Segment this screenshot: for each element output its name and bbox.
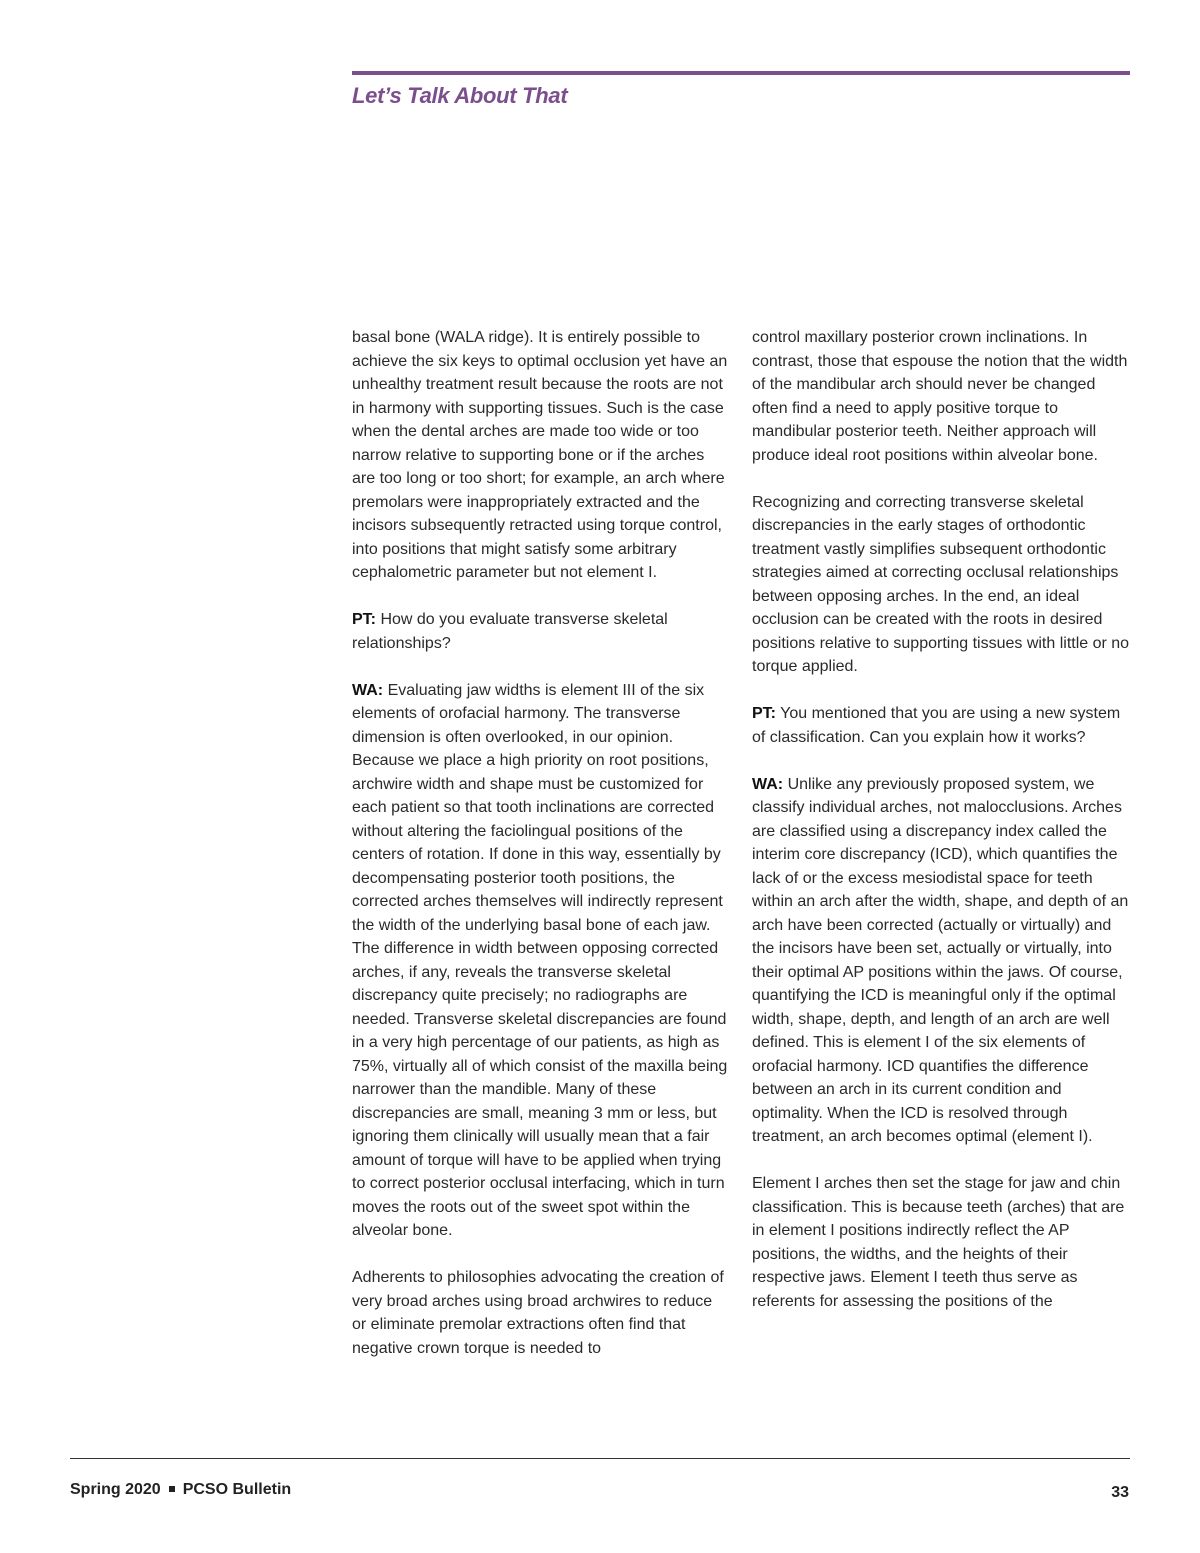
footer-publication: PCSO Bulletin — [182, 1481, 292, 1498]
speaker-label: WA: — [752, 775, 784, 793]
footer-season: Spring 2020 — [70, 1481, 161, 1498]
speaker-label: PT: — [752, 705, 776, 722]
paragraph-text: Adherents to philosophies advocating the creation of very broad arches using broad archwires to reduce or eliminate premolar extractions often find that negative crown torque is needed to — [352, 1269, 724, 1357]
article-column-left — [352, 326, 730, 1360]
paragraph-text: Recognizing and correcting transverse skeletal discrepancies in the early stages of orthodontic treatment vastly simplifies subsequent orthodontic strategies aimed at correcting occlusal relationships between opposing arches. In the end, an ideal occlusion can be created with the roots in desired positions relative to supporting tissues with little or no torque applied. — [752, 493, 1130, 675]
paragraph-text: You mentioned that you are using a new system of classification. Can you explain how it works? — [752, 705, 1121, 746]
paragraph — [352, 679, 730, 1243]
paragraph — [752, 491, 1130, 679]
paragraph — [352, 326, 730, 585]
paragraph-text: Unlike any previously proposed system, we classify individual arches, not malocclusions. Arches are classified using a discrepancy index called the interim core discrepancy (ICD), which quantifies the lack of or the excess mesiodistal space for teeth within an arch after the width, shape, and depth of an arch have been corrected (actually or virtually) and the incisors have been set, actually or virtually, into their optimal AP positions within the jaws. Of course, quantifying the ICD is meaningful only if the optimal width, shape, depth, and length of an arch are well defined. This is element I of the six elements of orofacial harmony. ICD quantifies the difference between an arch in its current condition and optimality. When the ICD is resolved through treatment, an arch becomes optimal (element I). — [752, 775, 1129, 1145]
paragraph-text: Element I arches then set the stage for jaw and chin classification. This is because teeth (arches) that are in element I positions indirectly reflect the AP positions, the widths, and the heights of their respective jaws. Element I teeth thus serve as referents for assessing the positions of the — [752, 1175, 1125, 1310]
paragraph-text: basal bone (WALA ridge). It is entirely possible to achieve the six keys to optimal occlusion yet have an unhealthy treatment result because the roots are not in harmony with supporting tissues. Such is the case when the dental arches are made too wide or too narrow relative to supporting bone or if the arches are too long or too short; for example, an arch where premolars were inappropriately extracted and the incisors subsequently retracted using torque control, into positions that might satisfy some arbitrary cephalometric parameter but not element I. — [352, 329, 728, 581]
speaker-label: WA: — [352, 681, 384, 699]
square-bullet-icon — [169, 1486, 175, 1492]
paragraph — [752, 326, 1130, 467]
paragraph — [752, 1172, 1130, 1313]
article-column-right — [752, 326, 1130, 1313]
footer-rule — [70, 1458, 1130, 1459]
paragraph-text: Evaluating jaw widths is element III of the six elements of orofacial harmony. The transverse dimension is often overlooked, in our opinion. Because we place a high priority on root positions, archwire width and shape must be customized for each patient so that tooth inclinations are corrected without altering the faciolingual positions of the centers of rotation. If done in this way, essentially by decompensating posterior tooth positions, the corrected arches themselves will indirectly represent the width of the underlying basal bone of each jaw. The difference in width between opposing corrected arches, if any, reveals the transverse skeletal discrepancy quite precisely; no radiographs are needed. Transverse skeletal discrepancies are found in a very high percentage of our patients, as high as 75%, virtually all of which consist of the maxilla being narrower than the mandible. Many of these discrepancies are small, meaning 3 mm or less, but ignoring them clinically will usually mean that a fair amount of torque will have to be applied when trying to correct posterior occlusal interfacing, which in turn moves the roots out of the sweet spot within the alveolar bone. — [352, 681, 728, 1239]
header-rule — [352, 71, 1130, 75]
paragraph — [352, 608, 730, 655]
paragraph — [352, 1266, 730, 1360]
paragraph — [752, 702, 1130, 749]
paragraph — [752, 773, 1130, 1149]
footer-publication-info — [70, 1481, 291, 1499]
section-title: Let’s Talk About That — [352, 83, 568, 108]
speaker-label: PT: — [352, 611, 376, 628]
page-number: 33 — [1111, 1484, 1129, 1501]
paragraph-text: control maxillary posterior crown inclinations. In contrast, those that espouse the notion that the width of the mandibular arch should never be changed often find a need to apply positive torque to mandibular posterior teeth. Neither approach will produce ideal root positions within alveolar bone. — [752, 329, 1128, 464]
paragraph-text: How do you evaluate transverse skeletal relationships? — [352, 611, 668, 652]
